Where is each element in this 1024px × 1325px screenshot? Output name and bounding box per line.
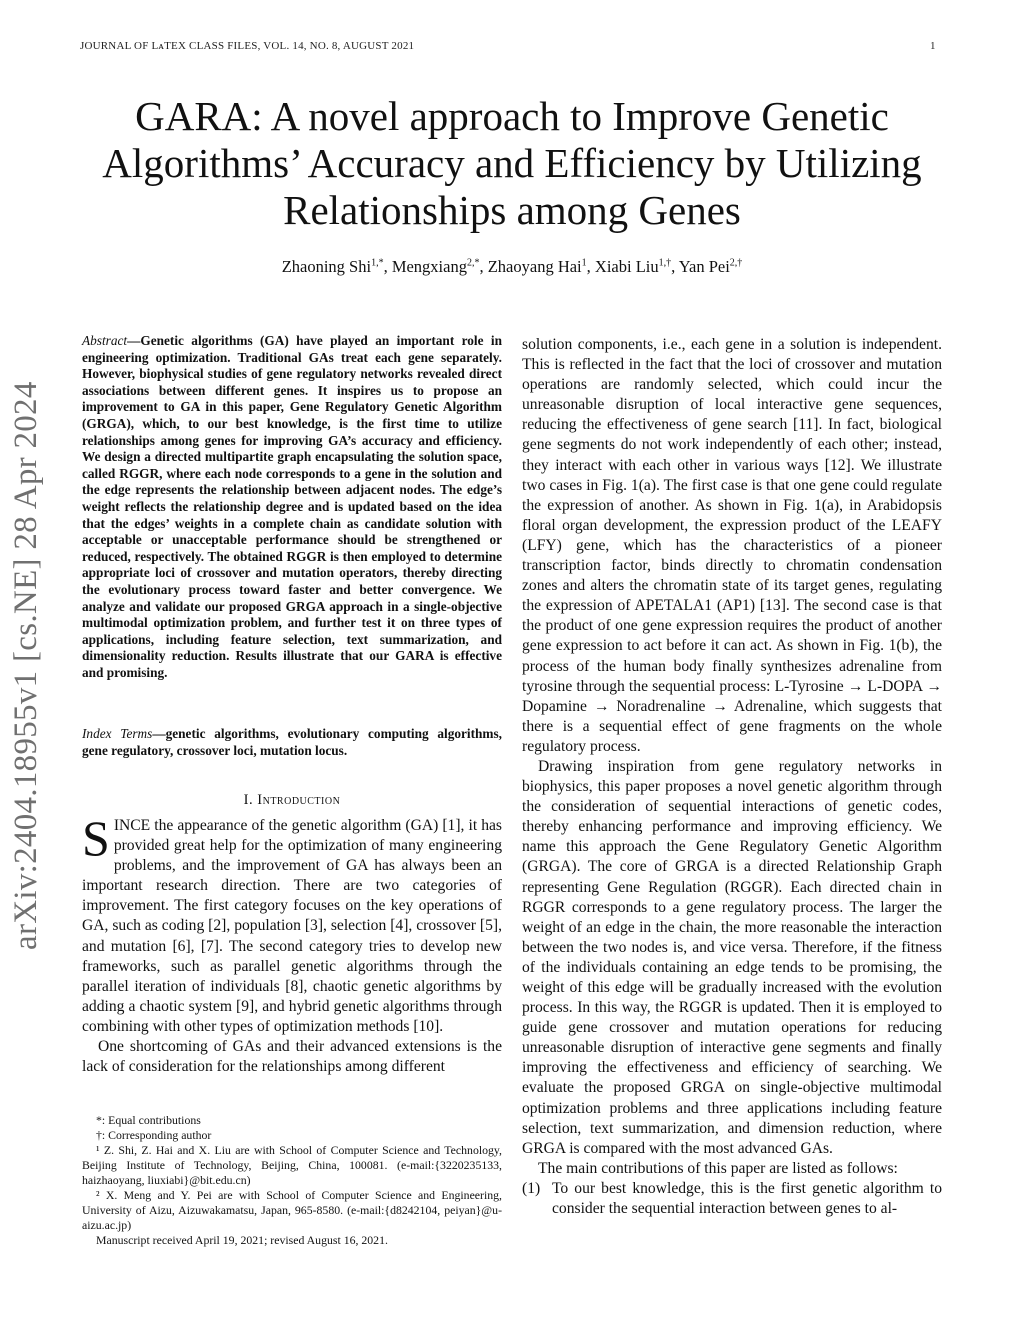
paper-title: GARA: A novel approach to Improve Genetic Algorithms’ Accuracy and Efficiency by Utilizing Relationships among Genes [102,93,922,233]
abstract [82,333,502,681]
section-number: I. [243,792,254,808]
right-paragraph-1: solution components, i.e., each gene in a solution is independent. This is reflected in the fact that the loci of crossover and mutation operations are randomly selected, which could incur the unreasonable disruption of local interactive gene sequences, reducing the effectiveness of gene search [11]. In fact, biological gene segments do not work independently of each other; instead, they interact with each other in various ways [12]. We illustrate two cases in Fig. 1(a). The first case is that one gene could regulate the expression of another. As shown in Fig. 1(a), in Arabidopsis floral organ development, the expression product of the LEAFY (LFY) gene, which has the characteristics of a pioneer transcription factor, binds directly to chromatin condensation zones and alters the chromatin state of its target genes, regulating the expression of APETALA1 (AP1) [13]. The second case is that the product of one gene expression requires the product of another gene expression to act before it can act. As shown in Fig. 1(b), the process of the human body finally synthesizes adrenaline from tyrosine through the sequential process: L-Tyrosine → L-DOPA → Dopamine → Noradrenaline → Adrenaline, which suggests that there is a sequential effect of gene fragments on the whole regulatory process. [522,336,942,755]
footnote-corresponding: †: Corresponding author [96,1128,212,1142]
footnote-affiliation-1: ¹ Z. Shi, Z. Hai and X. Liu are with School of Computer Science and Technology, Beijing Institute of Technology, Beijing, China, 100081. (e-mail:{3220235133, haizhaoyang, liuxiabi}@bit.edu.cn) [82,1143,502,1187]
author-name: Yan Pei [678,257,730,276]
index-terms [82,726,502,759]
author-name: Zhaoyang Hai [487,257,582,276]
author-affil: 2,† [729,257,743,269]
author-affil: 1,* [371,257,384,269]
right-paragraph-3: The main contributions of this paper are listed as follows: [538,1159,898,1177]
footnote-affiliation-2: ² X. Meng and Y. Pei are with School of Computer Science and Engineering, University of Aizu, Aizuwakamatsu, Japan, 965-8580. (e-mail:{d8242104, peiyan}@u-aizu.ac.jp) [82,1188,502,1232]
contribution-number: (1) [522,1179,541,1197]
contribution-text: To our best knowledge, this is the first genetic algorithm to consider the sequential interaction between genes to al- [552,1179,942,1218]
author-affil: 1 [581,257,587,269]
intro-paragraph-2: One shortcoming of GAs and their advanced extensions is the lack of consideration for the relationships among different [82,1038,502,1076]
author-name: Mengxiang [391,257,467,276]
index-terms-label: Index Terms [82,726,153,741]
contribution-item [522,1179,942,1219]
intro-paragraph-1: INCE the appearance of the genetic algorithm (GA) [1], it has provided great help for the optimization of many engineering problems, and the improvement of GA has always been an important research direction. There are two categories of improvement. The first category focuses on the key operations of GA, such as coding [2], population [3], selection [4], crossover [5], and mutation [6], [7]. The second category tries to develop new frameworks, such as parallel genetic algorithms through the parallel iteration of individuals [8], chaotic genetic algorithms by adding a chaotic system [9], and hybrid genetic algorithms through combining with other types of optimization methods [10]. [82,817,502,1035]
author-name: Zhaoning Shi [281,257,372,276]
footnote-equal: *: Equal contributions [96,1113,201,1127]
abstract-text: —Genetic algorithms (GA) have played an important role in engineering optimization. Traditional GAs treat each gene separately. However, biophysical studies of gene regulatory networks revealed direct associations between different genes. It inspires us to propose an improvement to GA in this paper, Gene Regulatory Genetic Algorithm (GRGA), which, to our best knowledge, is the first time to utilize relationships among genes for improving GA’s accuracy and efficiency. We design a directed multipartite graph encapsulating the solution space, called RGGR, where each node corresponds to a gene in the solution and the edge represents the relationship between adjacent nodes. The edge’s weight reflects the relationship degree and is updated based on the idea that the edges’ weights in a complete chain as candidate solution with acceptable or unacceptable performance should be strengthened or reduced, respectively. The obtained RGGR is then employed to determine appropriate loci of crossover and mutation operators, thereby directing the evolutionary process toward faster and better convergence. We analyze and validate our proposed GRGA approach in a single-objective multimodal optimization problem, and further test it on three types of applications, including feature selection, text summarization, and dimensionality reduction. Results illustrate that our GARA is effective and promising. [82,333,502,680]
arxiv-stamp: arXiv:2404.18955v1 [cs.NE] 28 Apr 2024 [8,381,44,950]
author-list: Zhaoning Shi$^{1,*}$, Mengxiang$^{2,*}$, Zhaoyang Hai$^1$, Xiabi Liu$^{1,\dagger}$, Yan Pei$^{2,\dagger}$ [281,257,743,276]
footnotes [82,1113,502,1248]
footnote-manuscript: Manuscript received April 19, 2021; revised August 16, 2021. [96,1233,388,1247]
author-affil: 1,† [658,257,672,269]
abstract-label: Abstract [82,333,128,348]
author-name: Xiabi Liu [594,257,659,276]
index-terms-text: —genetic algorithms, evolutionary computing algorithms, gene regulatory, crossover loci, mutation locus. [82,726,502,758]
section-heading [82,792,502,809]
right-column-body [522,335,942,1219]
author-affil: 2,* [466,257,480,269]
page-number: 1 [930,40,936,52]
introduction-body [82,810,502,1077]
section-title: Introduction [257,792,341,808]
right-paragraph-2: Drawing inspiration from gene regulatory networks in biophysics, this paper proposes a novel genetic algorithm through the consideration of sequential interactions of genetic codes, thereby enhancing performance and improving efficiency. We name this approach the Gene Regulatory Genetic Algorithm (GRGA). The core of GRGA is a directed Relationship Graph representing Gene Regulation (RGGR). Each directed chain in RGGR corresponds to a gene regulatory process. The larger the weight of an edge in the chain, the more reasonable the interaction between the two nodes is, and vice versa. Therefore, if the fitness of the individuals containing an edge tends to be promising, the weight of this edge will be gradually increased with the evolution process. In this way, the RGGR is updated. Then it is employed to guide gene crossover and mutation operations for reducing unreasonable disruption of interactive gene segments and finally improving the effectiveness and efficiency of searching. We evaluate the proposed GRGA on single-objective multimodal optimization problems and three applications including feature selection, text summarization, and dimension reduction, where GRGA is compared with the most advanced GAs. [522,757,942,1157]
dropcap-letter: S [82,810,110,866]
running-header: JOURNAL OF LᴀTEX CLASS FILES, VOL. 14, NO. 8, AUGUST 2021 [80,40,415,52]
